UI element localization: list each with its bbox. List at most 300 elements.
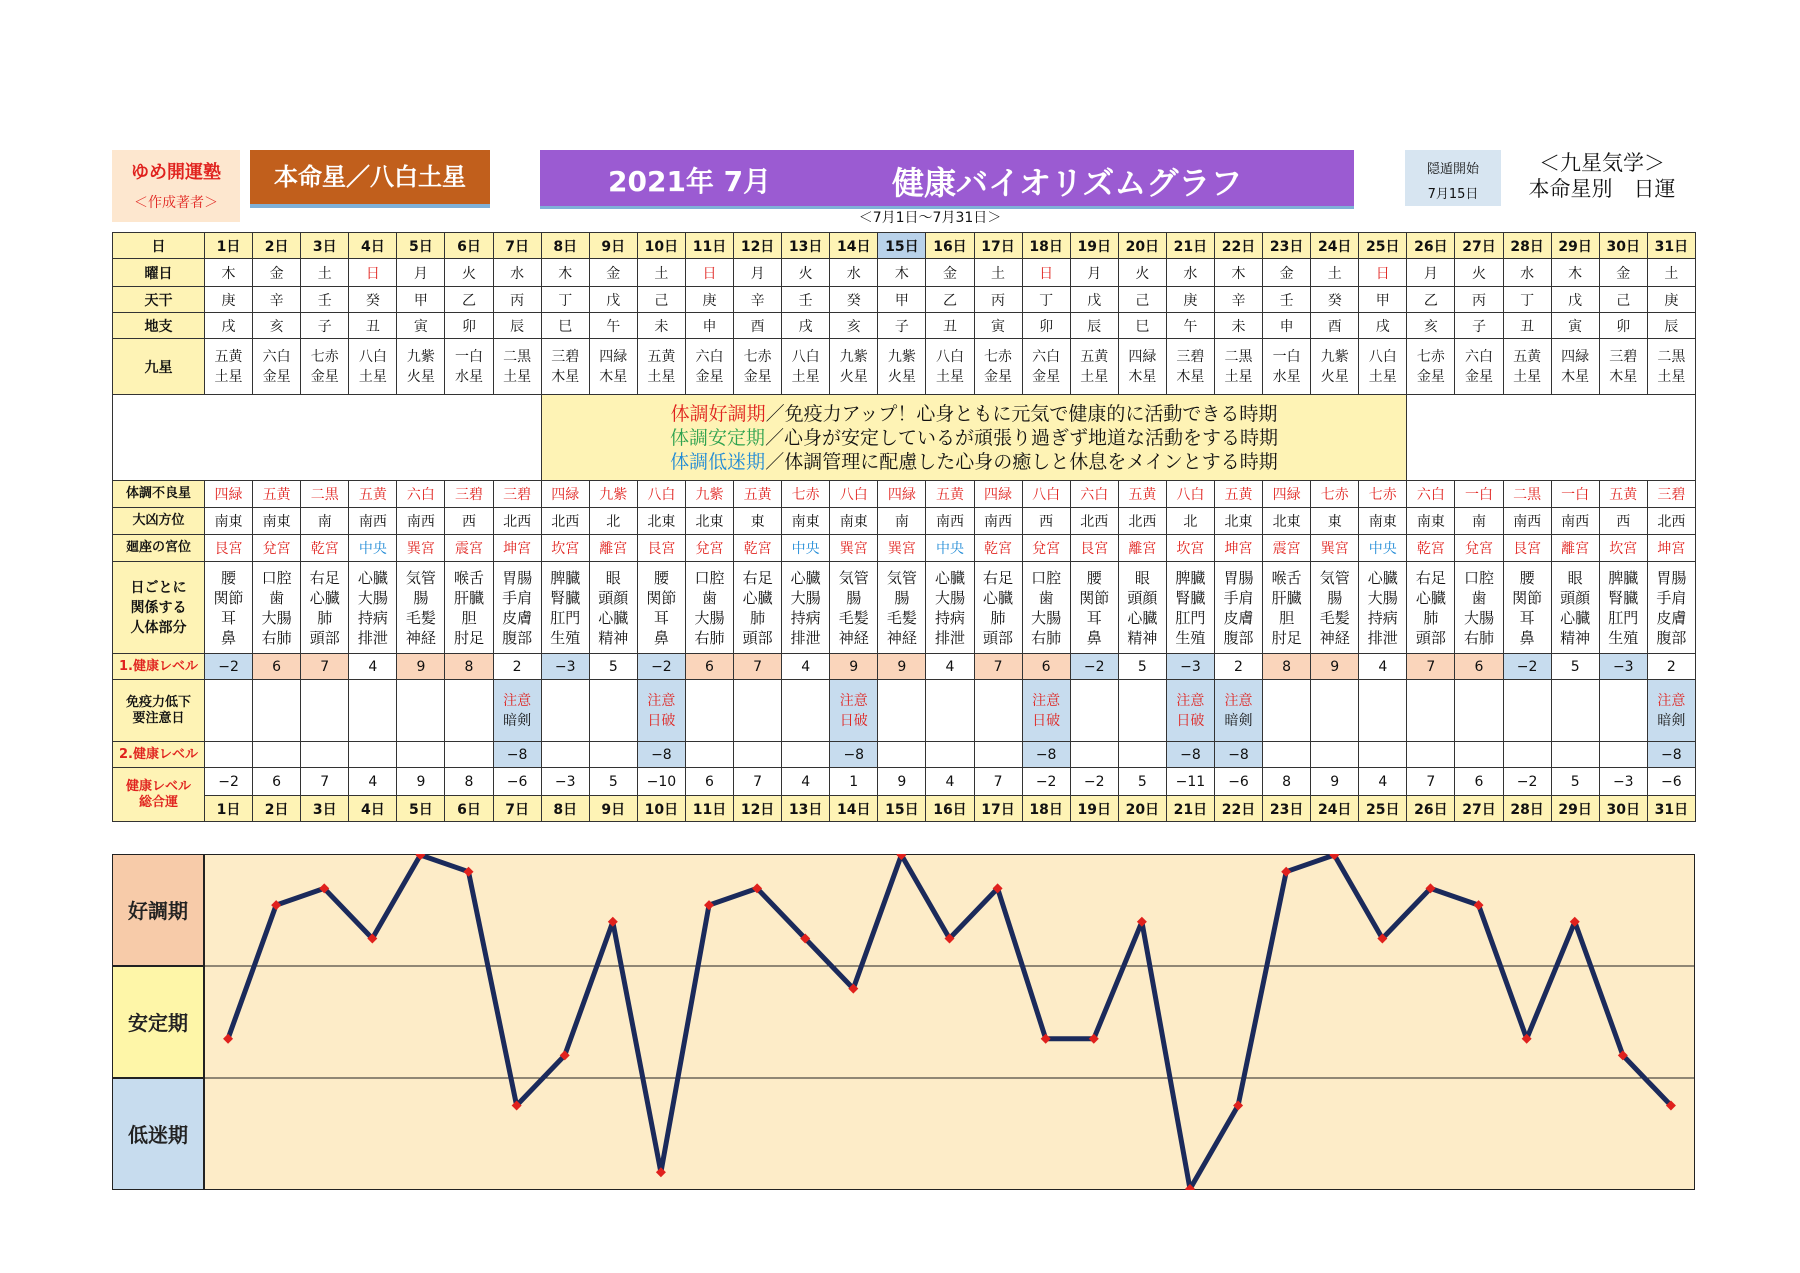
cell-line: 脾臓 xyxy=(1608,568,1639,587)
direction-cell: 南東 xyxy=(1359,508,1407,535)
weekday-cell: 火 xyxy=(782,259,830,287)
level1-cell: 2 xyxy=(493,654,541,680)
cell-line: 肺 xyxy=(1423,608,1439,627)
row-label: 天干 xyxy=(113,287,205,313)
kan-cell: 庚 xyxy=(1166,287,1214,313)
palace-cell: 坎宮 xyxy=(1599,535,1647,562)
level1-cell: 6 xyxy=(1022,654,1070,680)
brand-name: ゆめ開運塾 xyxy=(131,162,221,183)
cell-line: 木星 xyxy=(1561,368,1590,385)
cell-line: 関節 xyxy=(1512,588,1543,607)
immune-line: 日破 xyxy=(647,712,676,729)
immune-cell xyxy=(1118,680,1166,742)
badstar-cell: 九紫 xyxy=(589,481,637,508)
row-label: 九星 xyxy=(113,339,205,395)
direction-cell: 北西 xyxy=(1070,508,1118,535)
shi-cell: 寅 xyxy=(397,313,445,339)
weekday-cell: 月 xyxy=(397,259,445,287)
palace-cell: 兌宮 xyxy=(685,535,733,562)
cell-line: 二黒 xyxy=(1224,348,1253,365)
star-cell xyxy=(1022,339,1070,395)
day-cell: 8日 xyxy=(541,796,589,822)
day-cell: 27日 xyxy=(1455,796,1503,822)
shi-cell: 辰 xyxy=(1647,313,1695,339)
palace-cell: 乾宮 xyxy=(974,535,1022,562)
cell-line: 肺 xyxy=(317,608,333,627)
shi-cell: 巳 xyxy=(1118,313,1166,339)
palace-cell: 坎宮 xyxy=(541,535,589,562)
level1-cell: 4 xyxy=(349,654,397,680)
row-label xyxy=(113,768,205,822)
label-line: 人体部分 xyxy=(130,619,187,636)
label-line: 総合運 xyxy=(138,794,178,810)
day-cell: 30日 xyxy=(1599,796,1647,822)
direction-cell: 南東 xyxy=(782,508,830,535)
level2-cell xyxy=(205,742,253,768)
immune-line: 注意 xyxy=(839,692,868,709)
row-label: 日 xyxy=(113,233,205,259)
direction-cell: 北東 xyxy=(1263,508,1311,535)
cell-line: 大腸 xyxy=(694,608,725,627)
cell-line: 土星 xyxy=(1513,368,1542,385)
day-cell: 4日 xyxy=(349,796,397,822)
star-cell xyxy=(541,339,589,395)
immune-cell xyxy=(253,680,301,742)
cell-line: 六白 xyxy=(1032,348,1061,365)
body-cell xyxy=(1311,562,1359,654)
cell-line: 精神 xyxy=(1127,628,1158,647)
weekday-cell: 土 xyxy=(1647,259,1695,287)
level2-cell xyxy=(1599,742,1647,768)
level2-cell: −8 xyxy=(1166,742,1214,768)
cell-line: 肺 xyxy=(750,608,766,627)
cell-line: 皮膚 xyxy=(1656,608,1687,627)
cell-line: 大腸 xyxy=(790,588,821,607)
weekday-cell: 金 xyxy=(926,259,974,287)
total-cell: 8 xyxy=(1263,768,1311,796)
level1-cell: −3 xyxy=(541,654,589,680)
level1-cell: 7 xyxy=(974,654,1022,680)
cell-line: 八白 xyxy=(1368,348,1397,365)
legend-row xyxy=(113,395,1696,481)
weekday-cell: 水 xyxy=(493,259,541,287)
cell-line: 鼻 xyxy=(221,628,237,647)
day-cell: 2日 xyxy=(253,796,301,822)
direction-cell: 北東 xyxy=(1214,508,1262,535)
cell-line: 金星 xyxy=(984,368,1013,385)
inton-date: 7月15日 xyxy=(1427,187,1479,202)
kan-cell: 乙 xyxy=(445,287,493,313)
direction-cell: 南東 xyxy=(253,508,301,535)
body-cell xyxy=(1407,562,1455,654)
badstar-cell: 八白 xyxy=(637,481,685,508)
immune-cell xyxy=(1166,680,1214,742)
cell-line: 肘足 xyxy=(1271,628,1302,647)
body-cell xyxy=(1599,562,1647,654)
cell-line: 心臓 xyxy=(790,568,821,587)
direction-cell: 西 xyxy=(1022,508,1070,535)
total-cell: 1 xyxy=(830,768,878,796)
level2-row xyxy=(113,742,1696,768)
cell-line: 三碧 xyxy=(1176,348,1205,365)
immune-line: 暗剣 xyxy=(1224,712,1253,729)
direction-cell: 東 xyxy=(1311,508,1359,535)
day-cell: 6日 xyxy=(445,233,493,259)
badstar-cell: 五黄 xyxy=(253,481,301,508)
badstar-cell: 五黄 xyxy=(734,481,782,508)
day-cell: 3日 xyxy=(301,233,349,259)
weekday-cell: 月 xyxy=(1407,259,1455,287)
kan-cell: 辛 xyxy=(253,287,301,313)
day-cell: 17日 xyxy=(974,796,1022,822)
kan-cell: 丁 xyxy=(1503,287,1551,313)
cell-line: 金星 xyxy=(1032,368,1061,385)
level2-cell xyxy=(1311,742,1359,768)
cell-line: 関節 xyxy=(213,588,244,607)
palace-cell: 離宮 xyxy=(1551,535,1599,562)
palace-cell: 坤宮 xyxy=(1647,535,1695,562)
cell-line: 毛髪 xyxy=(1319,608,1350,627)
cell-line: 土星 xyxy=(1224,368,1253,385)
kan-cell: 丙 xyxy=(493,287,541,313)
cell-line: 喉舌 xyxy=(1271,568,1302,587)
cell-line: 水星 xyxy=(1272,368,1301,385)
page-title: 健康バイオリズムグラフ xyxy=(892,164,1243,202)
immune-line: 暗剣 xyxy=(503,712,532,729)
cell-line: 歯 xyxy=(701,588,717,607)
immune-cell xyxy=(1359,680,1407,742)
label-line: 日ごとに xyxy=(130,579,187,596)
legend-line xyxy=(542,426,1407,450)
direction-cell: 南東 xyxy=(1407,508,1455,535)
kan-cell: 甲 xyxy=(1359,287,1407,313)
body-cell xyxy=(685,562,733,654)
badstar-cell: 七赤 xyxy=(1311,481,1359,508)
direction-cell: 南西 xyxy=(974,508,1022,535)
cell-line: 木星 xyxy=(1176,368,1205,385)
star-cell xyxy=(782,339,830,395)
day-cell: 19日 xyxy=(1070,796,1118,822)
shi-cell: 寅 xyxy=(1551,313,1599,339)
weekday-cell: 木 xyxy=(541,259,589,287)
total-cell: 9 xyxy=(878,768,926,796)
palace-cell: 中央 xyxy=(349,535,397,562)
immune-cell xyxy=(397,680,445,742)
star-cell xyxy=(734,339,782,395)
day-cell: 24日 xyxy=(1311,233,1359,259)
badstar-cell: 八白 xyxy=(830,481,878,508)
cell-line: 右足 xyxy=(742,568,773,587)
star-cell xyxy=(493,339,541,395)
cell-line: 三碧 xyxy=(551,348,580,365)
immune-cell xyxy=(445,680,493,742)
star-cell xyxy=(1551,339,1599,395)
palace-cell: 離宮 xyxy=(589,535,637,562)
cell-line: 腸 xyxy=(413,588,429,607)
direction-cell: 南 xyxy=(301,508,349,535)
kyusei-box xyxy=(1512,150,1692,202)
kan-cell: 己 xyxy=(637,287,685,313)
level2-cell: −8 xyxy=(1214,742,1262,768)
palace-cell: 坎宮 xyxy=(1166,535,1214,562)
legend-line xyxy=(542,402,1407,426)
palace-cell: 艮宮 xyxy=(1503,535,1551,562)
total-cell: −6 xyxy=(1647,768,1695,796)
direction-cell: 北西 xyxy=(1647,508,1695,535)
direction-cell: 北 xyxy=(589,508,637,535)
cell-line: 耳 xyxy=(1519,608,1535,627)
badstar-cell: 八白 xyxy=(1022,481,1070,508)
immune-line: 暗剣 xyxy=(1657,712,1686,729)
palace-cell: 中央 xyxy=(926,535,974,562)
cell-line: 心臓 xyxy=(309,588,340,607)
cell-line: 手肩 xyxy=(502,588,533,607)
level2-cell xyxy=(1455,742,1503,768)
cell-line: 四緑 xyxy=(599,348,628,365)
level1-cell: 2 xyxy=(1214,654,1262,680)
level1-cell: 4 xyxy=(782,654,830,680)
body-cell xyxy=(734,562,782,654)
body-cell xyxy=(205,562,253,654)
star-cell xyxy=(1407,339,1455,395)
cell-line: 火星 xyxy=(839,368,868,385)
day-cell: 5日 xyxy=(397,233,445,259)
star-cell xyxy=(974,339,1022,395)
legend-line xyxy=(542,450,1407,474)
kan-cell: 乙 xyxy=(926,287,974,313)
shi-row xyxy=(113,313,1696,339)
day-cell: 24日 xyxy=(1311,796,1359,822)
level2-cell: −8 xyxy=(830,742,878,768)
level1-cell: −2 xyxy=(1070,654,1118,680)
palace-cell: 兌宮 xyxy=(1455,535,1503,562)
cell-line: 歯 xyxy=(269,588,285,607)
star-cell xyxy=(878,339,926,395)
cell-line: 四緑 xyxy=(1561,348,1590,365)
cell-line: 腸 xyxy=(1327,588,1343,607)
kan-row xyxy=(113,287,1696,313)
cell-line: 土星 xyxy=(1368,368,1397,385)
cell-line: 肝臓 xyxy=(454,588,485,607)
row-label: 1.健康レベル xyxy=(113,654,205,680)
kan-cell: 庚 xyxy=(205,287,253,313)
cell-line: 気管 xyxy=(405,568,436,587)
total-cell: 4 xyxy=(1359,768,1407,796)
star-cell xyxy=(1070,339,1118,395)
level2-cell xyxy=(1407,742,1455,768)
palace-cell: 離宮 xyxy=(1118,535,1166,562)
day-row-bottom xyxy=(113,796,1696,822)
label-line: 健康レベル xyxy=(125,778,191,794)
cell-line: 九紫 xyxy=(406,348,435,365)
cell-line: 神経 xyxy=(886,628,917,647)
day-cell: 22日 xyxy=(1214,233,1262,259)
cell-line: 皮膚 xyxy=(1223,608,1254,627)
weekday-cell: 金 xyxy=(1263,259,1311,287)
badstar-cell: 四緑 xyxy=(974,481,1022,508)
badstar-cell: 九紫 xyxy=(685,481,733,508)
day-cell: 10日 xyxy=(637,233,685,259)
body-cell xyxy=(253,562,301,654)
badstar-cell: 二黒 xyxy=(1503,481,1551,508)
shi-cell: 巳 xyxy=(541,313,589,339)
cell-line: 九紫 xyxy=(887,348,916,365)
shi-cell: 申 xyxy=(1263,313,1311,339)
palace-cell: 艮宮 xyxy=(205,535,253,562)
weekday-cell: 木 xyxy=(1214,259,1262,287)
weekday-cell: 月 xyxy=(734,259,782,287)
body-cell xyxy=(1359,562,1407,654)
badstar-cell: 一白 xyxy=(1455,481,1503,508)
total-cell: 4 xyxy=(349,768,397,796)
cell-line: 耳 xyxy=(221,608,237,627)
palace-cell: 乾宮 xyxy=(301,535,349,562)
body-cell xyxy=(493,562,541,654)
direction-cell: 南西 xyxy=(926,508,974,535)
kan-cell: 戊 xyxy=(589,287,637,313)
brand-sub: ＜作成著者＞ xyxy=(134,195,218,211)
cell-line: 火星 xyxy=(406,368,435,385)
level1-cell: 8 xyxy=(1263,654,1311,680)
star-cell xyxy=(349,339,397,395)
badstar-cell: 七赤 xyxy=(1359,481,1407,508)
weekday-cell: 木 xyxy=(878,259,926,287)
total-row xyxy=(113,768,1696,796)
immune-row xyxy=(113,680,1696,742)
level2-cell xyxy=(1503,742,1551,768)
palace-cell: 震宮 xyxy=(445,535,493,562)
cell-line: 歯 xyxy=(1471,588,1487,607)
immune-line: 注意 xyxy=(647,692,676,709)
day-cell: 13日 xyxy=(782,796,830,822)
level2-cell xyxy=(1359,742,1407,768)
badstar-cell: 二黒 xyxy=(301,481,349,508)
kan-cell: 丙 xyxy=(1455,287,1503,313)
badstar-cell: 六白 xyxy=(1070,481,1118,508)
level2-cell xyxy=(974,742,1022,768)
inton-box xyxy=(1405,150,1501,206)
cell-line: 金星 xyxy=(695,368,724,385)
day-cell: 19日 xyxy=(1070,233,1118,259)
badstar-cell: 五黄 xyxy=(1214,481,1262,508)
level1-cell: 7 xyxy=(301,654,349,680)
cell-line: 頭顔 xyxy=(1560,588,1591,607)
weekday-cell: 水 xyxy=(1166,259,1214,287)
day-cell: 11日 xyxy=(685,796,733,822)
cell-line: 土星 xyxy=(503,368,532,385)
row-label xyxy=(113,680,205,742)
immune-cell xyxy=(782,680,830,742)
cell-line: 気管 xyxy=(838,568,869,587)
day-cell: 17日 xyxy=(974,233,1022,259)
level1-cell: 6 xyxy=(1455,654,1503,680)
kan-cell: 乙 xyxy=(1407,287,1455,313)
badstar-cell: 五黄 xyxy=(1599,481,1647,508)
cell-line: 持病 xyxy=(1367,608,1398,627)
body-cell xyxy=(637,562,685,654)
cell-line: 鼻 xyxy=(1086,628,1102,647)
day-cell: 15日 xyxy=(878,796,926,822)
brand-box xyxy=(112,150,240,222)
cell-line: 二黒 xyxy=(503,348,532,365)
year-month: 2021年 7月 xyxy=(608,165,772,198)
star-cell xyxy=(589,339,637,395)
level2-cell xyxy=(349,742,397,768)
cell-line: 八白 xyxy=(935,348,964,365)
label-line: 関係する xyxy=(130,599,187,616)
day-cell: 2日 xyxy=(253,233,301,259)
cell-line: 神経 xyxy=(838,628,869,647)
day-cell: 30日 xyxy=(1599,233,1647,259)
immune-cell xyxy=(878,680,926,742)
level1-cell: −2 xyxy=(1503,654,1551,680)
immune-line: 日破 xyxy=(839,712,868,729)
star-cell xyxy=(1647,339,1695,395)
total-cell: −2 xyxy=(205,768,253,796)
cell-line: 心臓 xyxy=(1415,588,1446,607)
shi-cell: 未 xyxy=(1214,313,1262,339)
direction-cell: 北西 xyxy=(1118,508,1166,535)
weekday-cell: 水 xyxy=(830,259,878,287)
cell-line: 頭部 xyxy=(309,628,340,647)
day-cell: 8日 xyxy=(541,233,589,259)
total-cell: 5 xyxy=(589,768,637,796)
cell-line: 精神 xyxy=(1560,628,1591,647)
cell-line: 五黄 xyxy=(214,348,243,365)
cell-line: 金星 xyxy=(310,368,339,385)
cell-line: 神経 xyxy=(405,628,436,647)
cell-line: 右肺 xyxy=(1031,628,1062,647)
badstar-cell: 五黄 xyxy=(349,481,397,508)
legend-text: ／心身が安定しているが頑張り過ぎず地道な活動をする時期 xyxy=(765,426,1279,449)
direction-cell: 南西 xyxy=(1551,508,1599,535)
badstar-cell: 三碧 xyxy=(445,481,493,508)
shi-cell: 亥 xyxy=(1407,313,1455,339)
total-cell: 5 xyxy=(1118,768,1166,796)
direction-cell: 北西 xyxy=(541,508,589,535)
star-cell xyxy=(1214,339,1262,395)
total-cell: −3 xyxy=(541,768,589,796)
cell-line: 土星 xyxy=(647,368,676,385)
weekday-row xyxy=(113,259,1696,287)
cell-line: 心臓 xyxy=(742,588,773,607)
immune-line: 注意 xyxy=(503,692,532,709)
level1-cell: 4 xyxy=(1359,654,1407,680)
cell-line: 持病 xyxy=(934,608,965,627)
cell-line: 眼 xyxy=(1567,568,1583,587)
cell-line: 肛門 xyxy=(1175,608,1206,627)
badstar-cell: 一白 xyxy=(1551,481,1599,508)
label-line: 免疫力低下 xyxy=(125,694,191,710)
body-cell xyxy=(349,562,397,654)
badstar-cell: 四緑 xyxy=(205,481,253,508)
palace-cell: 中央 xyxy=(1359,535,1407,562)
cell-line: 頭部 xyxy=(983,628,1014,647)
cell-line: 耳 xyxy=(653,608,669,627)
cell-line: 持病 xyxy=(357,608,388,627)
weekday-cell: 金 xyxy=(1599,259,1647,287)
cell-line: 九紫 xyxy=(1320,348,1349,365)
day-cell: 31日 xyxy=(1647,233,1695,259)
level2-cell xyxy=(541,742,589,768)
cell-line: 五黄 xyxy=(1513,348,1542,365)
level1-cell: 9 xyxy=(1311,654,1359,680)
level2-cell xyxy=(1070,742,1118,768)
cell-line: 腸 xyxy=(846,588,862,607)
immune-cell xyxy=(349,680,397,742)
cell-line: 土星 xyxy=(214,368,243,385)
level1-cell: −3 xyxy=(1599,654,1647,680)
